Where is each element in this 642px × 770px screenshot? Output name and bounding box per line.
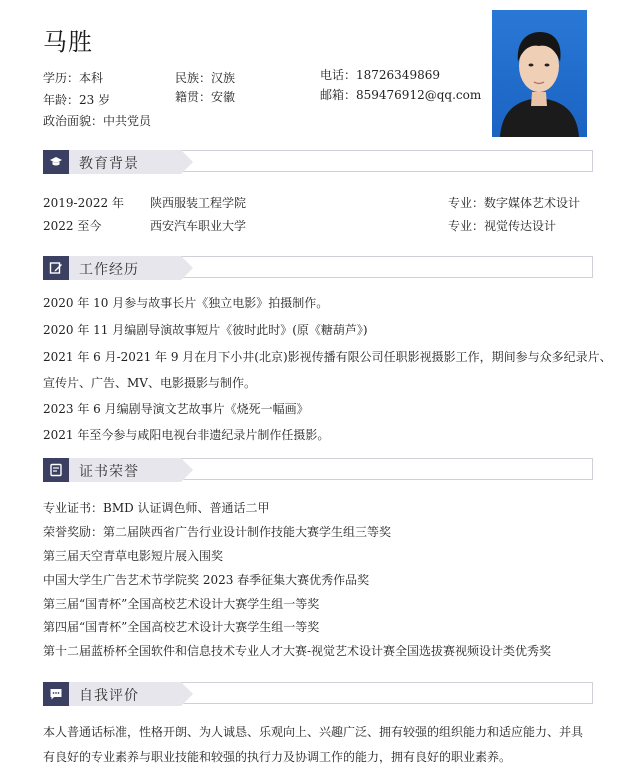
age: 年龄：23 岁 — [43, 93, 111, 107]
native-place: 籍贯：安徽 — [175, 90, 236, 104]
work-item: 2021 年 6 月-2021 年 9 月在月下小井(北京)影视传播有限公司任职影视摄影工作，期间参与众多纪录片、 — [43, 350, 612, 364]
work-item: 2020 年 11 月编剧导演故事短片《彼时此时》(原《糖葫芦》) — [43, 323, 368, 337]
self-eval-title: 自我评价 — [79, 688, 139, 704]
chat-icon — [43, 682, 69, 706]
education-level: 学历：本科 — [43, 71, 104, 85]
edu-period: 2019-2022 年 — [43, 196, 124, 210]
self-eval-text: 本人普通话标准，性格开朗、为人诚恳、乐观向上、兴趣广泛、拥有较强的组织能力和适应能力、并具有良好的专业素养与职业技能和较强的执行力及协调工作的能力，拥有良好的职业素养。 — [43, 725, 584, 764]
certs-title: 证书荣誉 — [79, 464, 139, 480]
edu-major: 专业：视觉传达设计 — [448, 219, 557, 233]
work-item: 2021 年至今参与咸阳电视台非遗纪录片制作任摄影。 — [43, 428, 330, 442]
work-section-header — [43, 256, 593, 280]
email: 邮箱：859476912@qq.com — [320, 88, 482, 102]
edu-school: 陕西服装工程学院 — [150, 196, 247, 210]
work-item: 宣传片、广告、MV、电影摄影与制作。 — [43, 376, 256, 390]
cert-item: 第十二届蓝桥杯全国软件和信息技术专业人才大赛-视觉艺术设计赛全国选拔赛视频设计类优秀奖 — [43, 644, 552, 658]
cert-item: 第三届“国青杯”全国高校艺术设计大赛学生组一等奖 — [43, 597, 320, 611]
profile-photo — [492, 10, 587, 137]
cert-item: 第四届“国青杯”全国高校艺术设计大赛学生组一等奖 — [43, 620, 320, 634]
cert-item: 中国大学生广告艺术节学院奖 2023 春季征集大赛优秀作品奖 — [43, 573, 370, 587]
cert-item: 第三届天空青草电影短片展入围奖 — [43, 549, 224, 563]
work-title: 工作经历 — [79, 262, 139, 278]
resume-name: 马胜 — [43, 28, 93, 56]
phone: 电话：18726349869 — [320, 68, 440, 82]
edu-period: 2022 至今 — [43, 219, 102, 233]
edu-school: 西安汽车职业大学 — [150, 219, 247, 233]
cert-item: 专业证书：BMD 认证调色师、普通话二甲 — [43, 501, 270, 515]
certs-section-header — [43, 458, 593, 482]
ethnicity: 民族：汉族 — [175, 71, 236, 85]
work-item: 2023 年 6 月编剧导演文艺故事片《烧死一幅画》 — [43, 402, 309, 416]
self-eval-section-header — [43, 682, 593, 706]
edit-icon — [43, 256, 69, 280]
certificate-icon — [43, 458, 69, 482]
education-section-header — [43, 150, 593, 174]
edu-major: 专业：数字媒体艺术设计 — [448, 196, 581, 210]
cert-item: 荣誉奖励：第二届陕西省广告行业设计制作技能大赛学生组三等奖 — [43, 525, 392, 539]
political-status: 政治面貌：中共党员 — [43, 114, 152, 128]
graduation-cap-icon — [43, 150, 69, 174]
work-item: 2020 年 10 月参与故事长片《独立电影》拍摄制作。 — [43, 296, 329, 310]
education-title: 教育背景 — [79, 156, 139, 172]
